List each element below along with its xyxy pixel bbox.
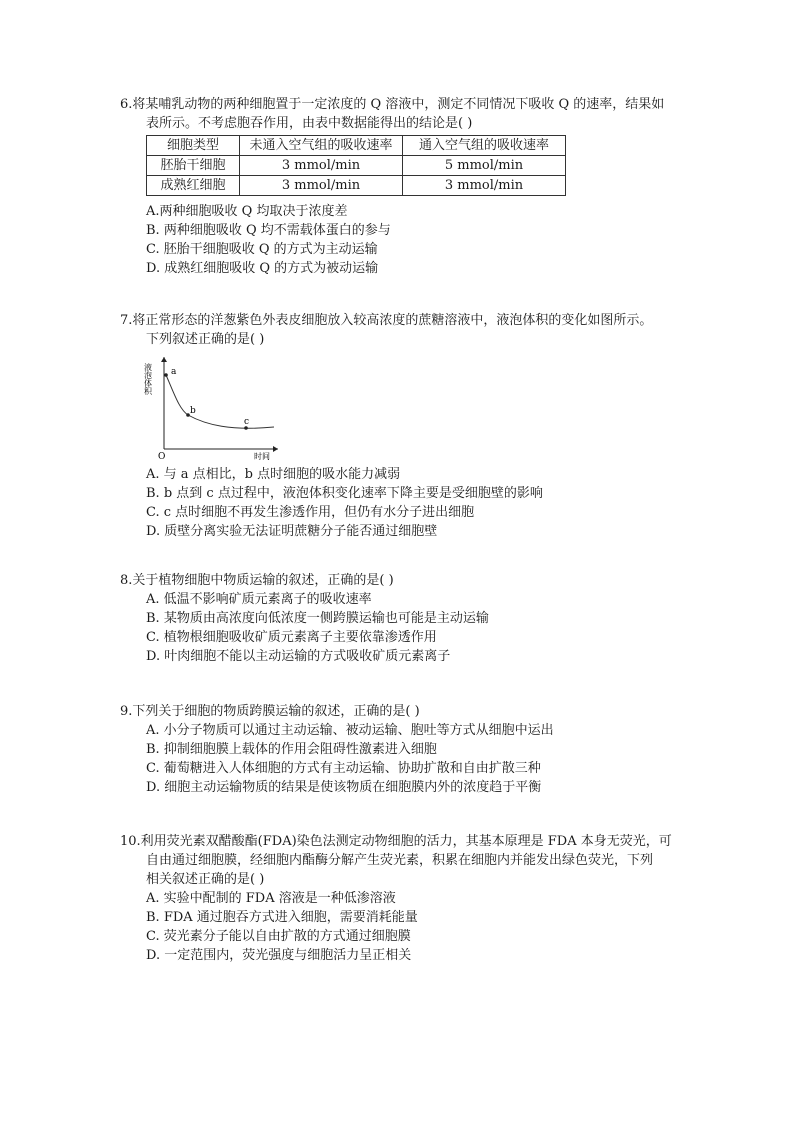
question-9-stem-line-1: 9.下列关于细胞的物质跨膜运输的叙述，正确的是( ) bbox=[120, 704, 420, 719]
option-a: A. 小分子物质可以通过主动运输、被动运输、胞吐等方式从细胞中运出 bbox=[146, 723, 554, 738]
point-a-label: a bbox=[171, 367, 177, 377]
question-6 bbox=[120, 95, 710, 278]
table-header-cell: 细胞类型 bbox=[147, 136, 240, 156]
origin-label: O bbox=[158, 452, 166, 462]
table-cell: 3 mmol/min bbox=[240, 176, 403, 196]
x-axis-label: 时间 bbox=[254, 452, 270, 461]
table-cell: 3 mmol/min bbox=[403, 176, 566, 196]
option-d: D. 质壁分离实验无法证明蔗糖分子能否通过细胞壁 bbox=[146, 524, 438, 539]
option-b: B. 抑制细胞膜上载体的作用会阻碍性激素进入细胞 bbox=[146, 742, 437, 757]
x-axis-arrow bbox=[273, 446, 278, 452]
option-a: A. 低温不影响矿质元素离子的吸收速率 bbox=[146, 592, 372, 607]
question-6-data-table bbox=[146, 135, 566, 196]
option-d: D. 成熟红细胞吸收 Q 的方式为被动运输 bbox=[146, 261, 379, 276]
option-d: D. 叶肉细胞不能以主动运输的方式吸收矿质元素离子 bbox=[146, 649, 451, 664]
option-b: B. FDA 通过胞吞方式进入细胞，需要消耗能量 bbox=[146, 910, 418, 925]
question-9-options bbox=[120, 721, 710, 797]
option-d: D. 一定范围内，荧光强度与细胞活力呈正相关 bbox=[146, 948, 412, 963]
option-c: C. 胚胎干细胞吸收 Q 的方式为主动运输 bbox=[146, 242, 378, 257]
question-8-options bbox=[120, 590, 710, 666]
table-header-cell: 未通入空气组的吸收速率 bbox=[240, 136, 403, 156]
table-row bbox=[147, 156, 566, 176]
question-8 bbox=[120, 571, 710, 666]
point-b-label: b bbox=[190, 406, 196, 416]
table-row bbox=[147, 176, 566, 196]
question-7-stem-line-1: 7.将正常形态的洋葱紫色外表皮细胞放入较高浓度的蔗糖溶液中，液泡体积的变化如图所示。 bbox=[120, 313, 653, 328]
question-7 bbox=[120, 311, 710, 541]
question-10 bbox=[120, 832, 710, 965]
option-c: C. c 点时细胞不再发生渗透作用，但仍有水分子进出细胞 bbox=[146, 505, 475, 520]
option-a: A.两种细胞吸收 Q 均取决于浓度差 bbox=[146, 204, 348, 219]
option-c: C. 植物根细胞吸收矿质元素离子主要依靠渗透作用 bbox=[146, 630, 437, 645]
question-6-stem-line-2: 表所示。不考虑胞吞作用，由表中数据能得出的结论是( ) bbox=[146, 116, 473, 131]
table-cell: 3 mmol/min bbox=[240, 156, 403, 176]
option-a: A. 实验中配制的 FDA 溶液是一种低渗溶液 bbox=[146, 891, 396, 906]
vacuole-volume-curve bbox=[166, 375, 274, 428]
question-10-options bbox=[120, 889, 710, 965]
question-8-stem-line-1: 8.关于植物细胞中物质运输的叙述，正确的是( ) bbox=[120, 573, 394, 588]
table-cell: 5 mmol/min bbox=[403, 156, 566, 176]
option-c: C. 葡萄糖进入人体细胞的方式有主动运输、协助扩散和自由扩散三种 bbox=[146, 761, 541, 776]
question-9 bbox=[120, 702, 710, 797]
option-c: C. 荧光素分子能以自由扩散的方式通过细胞膜 bbox=[146, 929, 411, 944]
question-7-options bbox=[120, 465, 710, 541]
question-6-stem-line-1: 6.将某哺乳动物的两种细胞置于一定浓度的 Q 溶液中，测定不同情况下吸收 Q 的速率，结果如 bbox=[120, 97, 665, 112]
vacuole-volume-chart bbox=[143, 353, 296, 462]
y-axis-arrow bbox=[161, 357, 167, 362]
point-c-label: c bbox=[244, 417, 250, 427]
table-cell: 成熟红细胞 bbox=[147, 176, 240, 196]
question-7-stem-line-2: 下列叙述正确的是( ) bbox=[146, 332, 265, 347]
table-header-cell: 通入空气组的吸收速率 bbox=[403, 136, 566, 156]
question-6-options bbox=[120, 202, 710, 278]
option-b: B. b 点到 c 点过程中，液泡体积变化速率下降主要是受细胞壁的影响 bbox=[146, 486, 543, 501]
option-b: B. 某物质由高浓度向低浓度一侧跨膜运输也可能是主动运输 bbox=[146, 611, 489, 626]
question-10-stem-line-2: 自由通过细胞膜，经细胞内酯酶分解产生荧光素，积累在细胞内并能发出绿色荧光，下列 bbox=[146, 853, 654, 868]
question-10-stem-line-3: 相关叙述正确的是( ) bbox=[146, 872, 265, 887]
table-header-row bbox=[147, 136, 566, 156]
table-cell: 胚胎干细胞 bbox=[147, 156, 240, 176]
option-a: A. 与 a 点相比，b 点时细胞的吸水能力减弱 bbox=[146, 467, 401, 482]
option-d: D. 细胞主动运输物质的结果是使该物质在细胞膜内外的浓度趋于平衡 bbox=[146, 780, 542, 795]
point-a bbox=[164, 373, 168, 377]
option-b: B. 两种细胞吸收 Q 均不需载体蛋白的参与 bbox=[146, 223, 391, 238]
question-10-stem-line-1: 10.利用荧光素双醋酸酯(FDA)染色法测定动物细胞的活力，其基本原理是 FDA 本身无荧光，可 bbox=[120, 834, 672, 849]
y-axis-label: 液泡体积 bbox=[143, 363, 153, 395]
